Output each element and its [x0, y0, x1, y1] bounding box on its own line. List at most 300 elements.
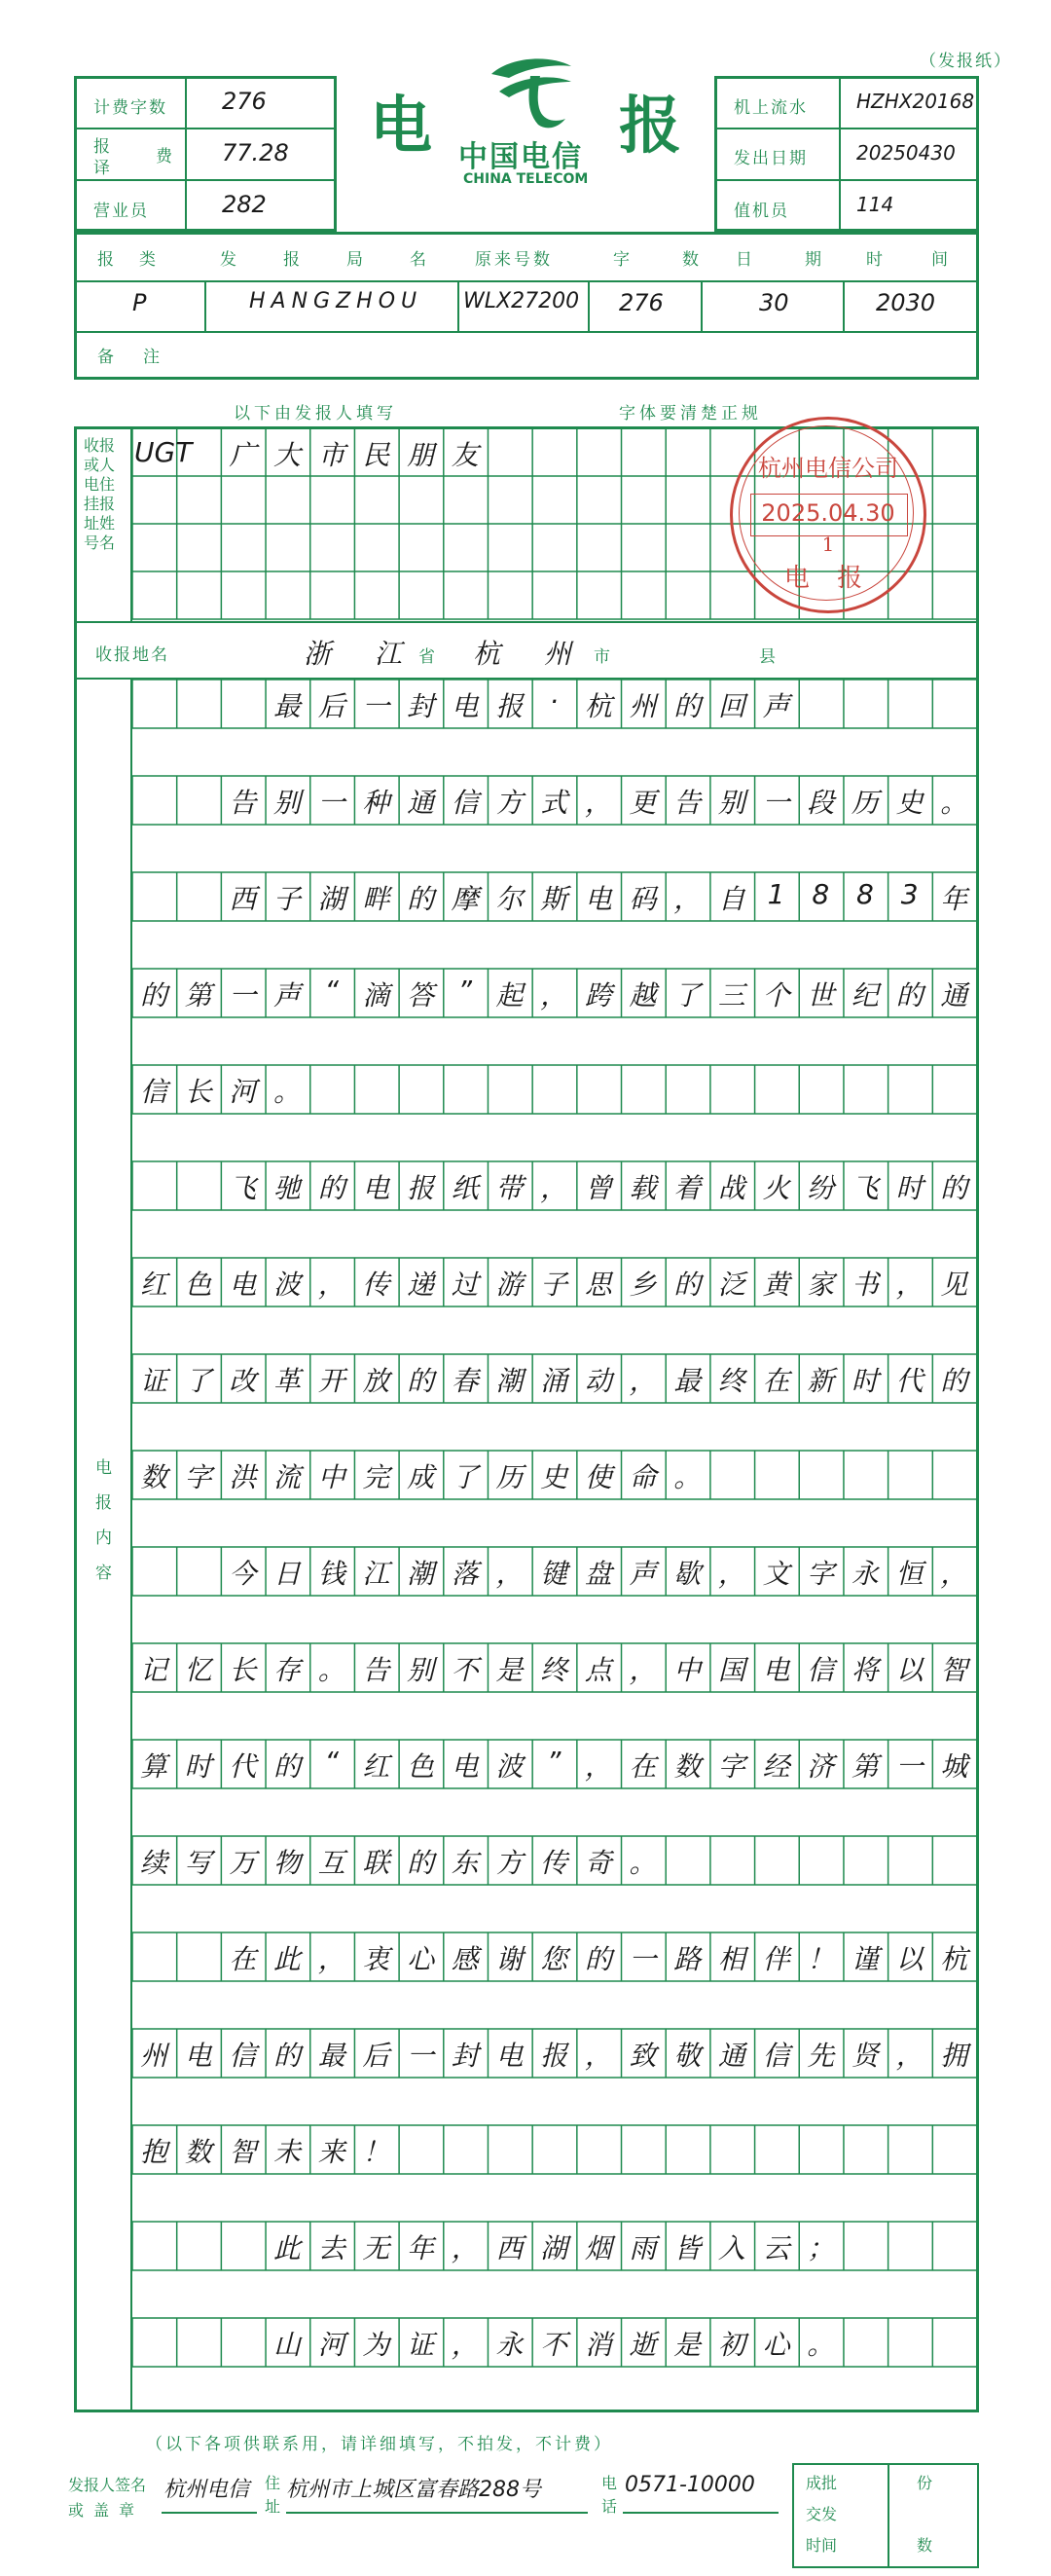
content-char: 驰 — [273, 1172, 302, 1204]
content-char: ， — [451, 2232, 479, 2264]
content-char: 济 — [807, 1750, 835, 1783]
recipient-char: 大 — [273, 439, 302, 471]
content-char: 为 — [362, 2329, 390, 2361]
logo-en: CHINA TELECOM — [463, 171, 589, 187]
content-char: 声 — [629, 1558, 657, 1590]
content-char: 在 — [629, 1750, 657, 1783]
content-char: 谢 — [495, 1943, 524, 1975]
content-char: 续 — [139, 1847, 167, 1879]
content-char: 消 — [584, 2329, 612, 2361]
content-char: 证 — [139, 1365, 167, 1397]
content-char: 曾 — [584, 1172, 612, 1204]
content-char: 日 — [273, 1558, 302, 1590]
content-char: 的 — [673, 690, 702, 722]
content-char: 摩 — [451, 883, 479, 915]
content-char: 色 — [184, 1269, 212, 1301]
china-telecom-logo-icon — [482, 47, 579, 134]
clerk-label: 营业员 — [93, 202, 149, 221]
content-char: ， — [540, 979, 568, 1012]
val-count: 276 — [619, 289, 664, 316]
content-char: 声 — [273, 979, 302, 1012]
content-char: 最 — [273, 690, 302, 722]
content-char: 动 — [584, 1365, 612, 1397]
content-char: 的 — [407, 883, 435, 915]
content-char: 长 — [229, 1654, 257, 1686]
clerk-value: 282 — [222, 191, 267, 218]
recipient-char: 友 — [451, 439, 479, 471]
content-char: 初 — [717, 2329, 745, 2361]
content-char: 传 — [362, 1269, 390, 1301]
content-char: 的 — [139, 979, 167, 1012]
stamp-bottom: 电 报 — [783, 564, 873, 593]
content-char: 字 — [807, 1558, 835, 1590]
phone-label-1: 电 — [601, 2474, 618, 2492]
content-char: 终 — [717, 1365, 745, 1397]
content-char: 子 — [540, 1269, 568, 1301]
hdr-date: 日期 — [736, 250, 874, 270]
content-char: 湖 — [540, 2232, 568, 2264]
content-char: 数 — [139, 1461, 167, 1493]
content-char: ， — [451, 2329, 479, 2361]
send-date-value: 20250430 — [856, 141, 956, 165]
phone-label-2: 话 — [601, 2497, 618, 2516]
content-char: 递 — [407, 1269, 435, 1301]
title-left: 电 — [370, 91, 432, 163]
content-char: 。 — [629, 1847, 657, 1879]
content-char: 式 — [540, 787, 568, 819]
content-char: 电 — [451, 690, 479, 722]
content-char: 封 — [451, 2040, 479, 2072]
content-char: 的 — [273, 2040, 302, 2072]
content-char: 潮 — [495, 1365, 524, 1397]
content-char: 字 — [184, 1461, 212, 1493]
content-char: 拥 — [940, 2040, 968, 2072]
fee-count-label: 计费字数 — [93, 98, 167, 118]
fee-count-value: 276 — [222, 88, 267, 115]
content-char: 钱 — [317, 1558, 345, 1590]
content-char: 相 — [717, 1943, 745, 1975]
content-char: 以 — [895, 1654, 924, 1686]
content-char: 涌 — [540, 1365, 568, 1397]
content-char: 改 — [229, 1365, 257, 1397]
content-char: 文 — [762, 1558, 790, 1590]
hdr-time: 时间 — [866, 250, 997, 270]
content-char: 报 — [407, 1172, 435, 1204]
content-char: ， — [895, 1269, 924, 1301]
content-char: 忆 — [184, 1654, 212, 1686]
content-char: 算 — [139, 1750, 167, 1783]
content-char: 一 — [407, 2040, 435, 2072]
content-char: · — [549, 685, 559, 718]
content-char: 的 — [317, 1172, 345, 1204]
content-char: 带 — [495, 1172, 524, 1204]
content-char: 山 — [273, 2329, 302, 2361]
content-char: 别 — [407, 1654, 435, 1686]
copies-label-2: 数 — [917, 2536, 933, 2555]
content-char: 飞 — [851, 1172, 879, 1204]
content-char: 信 — [807, 1654, 835, 1686]
content-char: 一 — [362, 690, 390, 722]
content-char: 纸 — [451, 1172, 479, 1204]
content-char: 落 — [451, 1558, 479, 1590]
recipient-char: 广 — [229, 439, 257, 471]
content-char: 完 — [362, 1461, 390, 1493]
content-char: 信 — [229, 2040, 257, 2072]
content-char: ！ — [807, 1943, 835, 1975]
content-char: 流 — [273, 1461, 302, 1493]
operator-value: 114 — [856, 193, 894, 216]
content-char: 通 — [717, 2040, 745, 2072]
recipient-char: 民 — [362, 439, 390, 471]
content-char: 8 — [812, 878, 830, 910]
content-char: 的 — [673, 1269, 702, 1301]
content-char: 告 — [673, 787, 702, 819]
content-char: 永 — [495, 2329, 524, 2361]
recipient-char: 朋 — [407, 439, 435, 471]
content-char: 了 — [451, 1461, 479, 1493]
content-char: 乡 — [629, 1269, 657, 1301]
content-char: 封 — [407, 690, 435, 722]
content-char: 一 — [895, 1750, 924, 1783]
content-char: 8 — [856, 878, 874, 910]
val-original: WLX27200 — [463, 289, 580, 313]
content-char: 尔 — [495, 883, 524, 915]
content-char: 智 — [229, 2136, 257, 2168]
footer-note: （以下各项供联系用，请详细填写，不拍发，不计费） — [146, 2435, 613, 2454]
content-char: 波 — [495, 1750, 524, 1783]
content-char: ， — [673, 883, 702, 915]
content-char: 信 — [139, 1076, 167, 1108]
sign-label-2: 或盖章 — [68, 2501, 145, 2520]
content-char: 使 — [584, 1461, 612, 1493]
content-char: 见 — [940, 1269, 968, 1301]
content-char: 时 — [851, 1365, 879, 1397]
content-char: 书 — [851, 1269, 879, 1301]
content-char: 代 — [229, 1750, 257, 1783]
content-char: 。 — [273, 1076, 302, 1108]
content-char: 世 — [807, 979, 835, 1012]
content-char: 飞 — [229, 1172, 257, 1204]
content-char: 电 — [451, 1750, 479, 1783]
content-char: 去 — [317, 2232, 345, 2264]
content-char: 键 — [540, 1558, 568, 1590]
content-char: ， — [317, 1269, 345, 1301]
content-char: 互 — [317, 1847, 345, 1879]
content-char: 色 — [407, 1750, 435, 1783]
content-char: 三 — [717, 979, 745, 1012]
content-char: 东 — [451, 1847, 479, 1879]
hdr-original: 原来号数 — [475, 250, 553, 270]
content-char: 的 — [273, 1750, 302, 1783]
content-char: 命 — [629, 1461, 657, 1493]
fee-value: 77.28 — [222, 139, 289, 166]
content-char: 洪 — [229, 1461, 257, 1493]
content-char: ， — [717, 1558, 745, 1590]
hdr-count: 字数 — [613, 250, 751, 270]
content-char: 一 — [629, 1943, 657, 1975]
stamp-date: 2025.04.30 — [761, 499, 895, 527]
content-char: 历 — [495, 1461, 524, 1493]
content-char: 万 — [229, 1847, 257, 1879]
content-char: 红 — [139, 1269, 167, 1301]
content-char: 无 — [362, 2232, 390, 2264]
remark-label: 备注 — [97, 348, 189, 367]
content-char: 年 — [940, 883, 968, 915]
addr-value: 杭州市上城区富春路288号 — [286, 2478, 541, 2502]
content-char: 是 — [673, 2329, 702, 2361]
content-char: 后 — [362, 2040, 390, 2072]
operator-label: 值机员 — [734, 202, 789, 221]
content-char: 报 — [540, 2040, 568, 2072]
content-char: 思 — [584, 1269, 612, 1301]
batch-label-3: 时间 — [806, 2536, 838, 2555]
content-char: 载 — [629, 1172, 657, 1204]
content-char: ； — [807, 2232, 835, 2264]
content-char: 心 — [407, 1943, 435, 1975]
content-char: 先 — [807, 2040, 835, 2072]
content-char: 永 — [851, 1558, 879, 1590]
serial-value: HZHX20168 — [856, 90, 975, 113]
content-char: 中 — [673, 1654, 702, 1686]
content-char: 纪 — [851, 979, 879, 1012]
content-char: 物 — [273, 1847, 302, 1879]
content-char: 路 — [673, 1943, 702, 1975]
content-char: 泛 — [717, 1269, 745, 1301]
content-char: 后 — [317, 690, 345, 722]
content-char: 来 — [317, 2136, 345, 2168]
content-char: 联 — [362, 1847, 390, 1879]
content-char: 战 — [717, 1172, 745, 1204]
content-char: 国 — [717, 1654, 745, 1686]
content-char: 的 — [940, 1172, 968, 1204]
title-right: 报 — [619, 91, 681, 163]
addr-label-1: 住 — [265, 2474, 281, 2492]
content-char: 信 — [762, 2040, 790, 2072]
content-char: 。 — [807, 2329, 835, 2361]
content-char: 子 — [273, 883, 302, 915]
province-label: 省 — [418, 647, 437, 667]
recipient-label: 收报或人电住挂报址姓号名 — [84, 436, 116, 552]
content-char: 湖 — [317, 883, 345, 915]
content-char: 长 — [184, 1076, 212, 1108]
city-label: 市 — [594, 647, 612, 667]
val-office: HANGZHOU — [249, 289, 423, 313]
content-char: 衷 — [362, 1943, 390, 1975]
hangzhou-telecom-stamp — [730, 417, 926, 613]
content-char: 游 — [495, 1269, 524, 1301]
content-char: 不 — [451, 1654, 479, 1686]
content-char: 的 — [407, 1365, 435, 1397]
content-char: 着 — [673, 1172, 702, 1204]
content-char: 江 — [362, 1558, 390, 1590]
send-date-label: 发出日期 — [734, 149, 808, 168]
content-char: 了 — [184, 1365, 212, 1397]
content-char: 声 — [762, 690, 790, 722]
content-char: “ — [324, 1746, 339, 1778]
content-char: 纷 — [807, 1172, 835, 1204]
content-char: 越 — [629, 979, 657, 1012]
addr-label-2: 址 — [265, 2497, 281, 2516]
content-char: 贤 — [851, 2040, 879, 2072]
content-char: 您 — [540, 1943, 568, 1975]
content-char: 此 — [273, 1943, 302, 1975]
content-char: ， — [584, 787, 612, 819]
content-char: ， — [540, 1172, 568, 1204]
province-value: 浙 江 — [304, 638, 419, 670]
content-char: 云 — [762, 2232, 790, 2264]
batch-label-1: 成批 — [806, 2474, 838, 2492]
fee-label-b: 译 — [93, 159, 112, 178]
content-char: 敬 — [673, 2040, 702, 2072]
stamp-num: 1 — [821, 533, 835, 556]
content-char: “ — [324, 975, 339, 1007]
content-char: ， — [495, 1558, 524, 1590]
content-char: 证 — [407, 2329, 435, 2361]
content-char: 电 — [362, 1172, 390, 1204]
content-char: 智 — [940, 1654, 968, 1686]
content-char: ， — [895, 2040, 924, 2072]
content-char: 谨 — [851, 1943, 879, 1975]
content-char: 在 — [762, 1365, 790, 1397]
content-char: ， — [317, 1943, 345, 1975]
content-char: 滴 — [362, 979, 390, 1012]
content-char: 在 — [229, 1943, 257, 1975]
content-char: 将 — [851, 1654, 879, 1686]
city-value: 杭 州 — [473, 638, 589, 670]
content-char: 感 — [451, 1943, 479, 1975]
content-char: 红 — [362, 1750, 390, 1783]
content-char: 的 — [940, 1365, 968, 1397]
content-char: 一 — [229, 979, 257, 1012]
content-char: ， — [629, 1654, 657, 1686]
content-char: ” — [457, 975, 473, 1007]
content-char: 成 — [407, 1461, 435, 1493]
content-char: 种 — [362, 787, 390, 819]
form-type: （发报纸） — [920, 52, 1012, 71]
content-char: 经 — [762, 1750, 790, 1783]
content-char: 历 — [851, 787, 879, 819]
content-char: 别 — [273, 787, 302, 819]
content-char: 电 — [229, 1269, 257, 1301]
content-char: 一 — [317, 787, 345, 819]
content-char: 答 — [407, 979, 435, 1012]
content-char: 不 — [540, 2329, 568, 2361]
content-char: 3 — [900, 878, 919, 910]
content-char: 别 — [717, 787, 745, 819]
content-char: 家 — [807, 1269, 835, 1301]
content-char: 未 — [273, 2136, 302, 2168]
fee-label-a: 报 — [93, 137, 112, 157]
content-char: 杭 — [940, 1943, 968, 1975]
content-char: 西 — [495, 2232, 524, 2264]
content-char: 电 — [495, 2040, 524, 2072]
content-char: 火 — [762, 1172, 790, 1204]
stamp-org: 杭州电信公司 — [758, 455, 898, 482]
content-char: 终 — [540, 1654, 568, 1686]
content-char: 时 — [184, 1750, 212, 1783]
content-char: 个 — [762, 979, 790, 1012]
content-char: 的 — [584, 1943, 612, 1975]
content-char: 河 — [229, 1076, 257, 1108]
content-char: 新 — [807, 1365, 835, 1397]
sender-note: 以下由发报人填写 — [234, 404, 397, 423]
content-char: 春 — [451, 1365, 479, 1397]
content-char: 逝 — [629, 2329, 657, 2361]
content-char: 的 — [407, 1847, 435, 1879]
content-char: 中 — [317, 1461, 345, 1493]
content-char: 潮 — [407, 1558, 435, 1590]
content-char: 。 — [940, 787, 968, 819]
content-char: 今 — [229, 1558, 257, 1590]
content-char: 传 — [540, 1847, 568, 1879]
content-char: 是 — [495, 1654, 524, 1686]
content-char: 西 — [229, 883, 257, 915]
content-char: 第 — [851, 1750, 879, 1783]
content-char: 革 — [273, 1365, 302, 1397]
content-char: 过 — [451, 1269, 479, 1301]
content-char: ” — [546, 1746, 562, 1778]
content-char: 入 — [717, 2232, 745, 2264]
content-char: 跨 — [584, 979, 612, 1012]
content-char: 杭 — [584, 690, 612, 722]
hdr-type: 报类 — [97, 250, 181, 270]
content-char: 告 — [362, 1654, 390, 1686]
sign-value: 杭州电信 — [163, 2478, 250, 2502]
content-char: 方 — [495, 1847, 524, 1879]
content-char: 信 — [451, 787, 479, 819]
content-char: 电 — [762, 1654, 790, 1686]
content-char: ， — [940, 1558, 968, 1590]
content-char: 伴 — [762, 1943, 790, 1975]
batch-label-2: 交发 — [806, 2505, 838, 2523]
content-char: 电 — [184, 2040, 212, 2072]
recipient-char: 市 — [317, 439, 345, 471]
val-date: 30 — [759, 289, 789, 316]
content-char: 通 — [940, 979, 968, 1012]
content-char: 时 — [895, 1172, 924, 1204]
phone-value: 0571-10000 — [625, 2473, 755, 2497]
content-char: ， — [584, 2040, 612, 2072]
content-char: 放 — [362, 1365, 390, 1397]
content-char: 史 — [895, 787, 924, 819]
logo-cn: 中国电信 — [458, 140, 583, 174]
content-char: 数 — [673, 1750, 702, 1783]
content-char: 黄 — [762, 1269, 790, 1301]
content-char: 电 — [584, 883, 612, 915]
content-char: 抱 — [139, 2136, 167, 2168]
content-char: 回 — [717, 690, 745, 722]
content-char: 告 — [229, 787, 257, 819]
sign-label-1: 发报人签名 — [68, 2476, 147, 2494]
content-char: 最 — [673, 1365, 702, 1397]
address-label: 收报地名 — [95, 645, 169, 665]
content-char: 第 — [184, 979, 212, 1012]
content-char: 波 — [273, 1269, 302, 1301]
content-char: 烟 — [584, 2232, 612, 2264]
content-char: 数 — [184, 2136, 212, 2168]
content-char: 了 — [673, 979, 702, 1012]
content-char: 存 — [273, 1654, 302, 1686]
content-char: 以 — [895, 1943, 924, 1975]
content-char: 歇 — [673, 1558, 702, 1590]
content-char: 州 — [139, 2040, 167, 2072]
content-char: ， — [584, 1750, 612, 1783]
content-char: 斯 — [540, 883, 568, 915]
content-char: 更 — [629, 787, 657, 819]
content-char: 段 — [807, 787, 835, 819]
content-char: ！ — [362, 2136, 390, 2168]
content-char: 1 — [767, 878, 785, 910]
